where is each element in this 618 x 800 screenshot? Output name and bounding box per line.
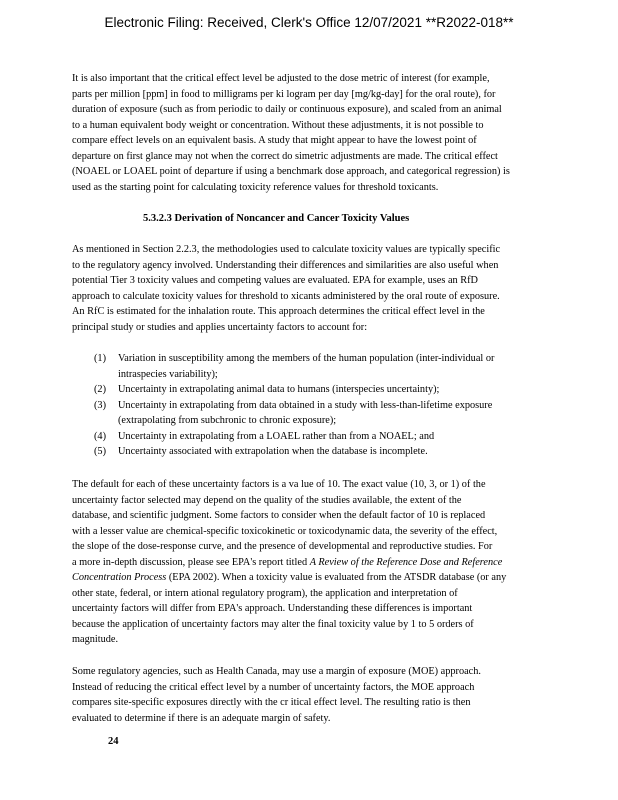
text-segment: a more in-depth discussion, please see EPA's report titled xyxy=(72,556,310,568)
list-number: (5) xyxy=(94,446,107,457)
section-heading-5-3-2-3: 5.3.2.3 Derivation of Noncancer and Cancer Toxicity Values xyxy=(143,213,410,224)
list-item xyxy=(94,444,554,460)
text-line: intraspecies variability); xyxy=(118,368,218,380)
text-line: Instead of reducing the critical effect level by a number of uncertainty factors, the MOE approach xyxy=(72,681,475,693)
list-item xyxy=(94,398,554,429)
text-line: Some regulatory agencies, such as Health Canada, may use a margin of exposure (MOE) approach. xyxy=(72,666,481,677)
text-line: Uncertainty associated with extrapolation when the database is incomplete. xyxy=(118,446,428,457)
page-number: 24 xyxy=(108,736,119,747)
uncertainty-factors-list xyxy=(94,351,554,460)
text-line: duration of exposure (such as from periodic to daily or continuous exposure), and scaled from an animal xyxy=(72,104,502,115)
list-item xyxy=(94,429,554,445)
text-line: potential Tier 3 toxicity values and competing values are evaluated. EPA for example, uses an RfD xyxy=(72,275,478,286)
text-line: evaluated to determine if there is an adequate margin of safety. xyxy=(72,712,331,724)
text-line xyxy=(72,570,548,586)
text-line: parts per million [ppm] in food to milligrams per ki logram per day [mg/kg-day] for the oral route), for xyxy=(72,88,496,100)
text-line: compares site-specific exposures directly with the cr itical effect level. The resulting ratio is then xyxy=(72,697,471,708)
text-line: to the regulatory agency involved. Understanding their differences and similarities are also useful when xyxy=(72,259,499,271)
text-line: uncertainty factors will differ from EPA's approach. Understanding these differences is important xyxy=(72,603,473,614)
text-line: (NOAEL or LOAEL point of departure if using a benchmark dose approach, and categorical regression) is xyxy=(72,166,510,177)
text-line: compare effect levels on an equivalent basis. A study that might appear to have the lowest point of xyxy=(72,135,477,146)
text-line xyxy=(72,555,548,571)
text-line: approach to calculate toxicity values for threshold to xicants administered by the oral route of exposure. xyxy=(72,290,500,302)
text-segment: (EPA 2002). When a toxicity value is evaluated from the ATSDR database (or any xyxy=(166,572,507,583)
paragraph-margin-of-exposure xyxy=(72,664,548,726)
paragraph-methodologies xyxy=(72,242,548,335)
paragraph-critical-effect-adjustment xyxy=(72,71,548,195)
list-number: (1) xyxy=(94,353,107,364)
text-line: principal study or studies and applies uncertainty factors to account for: xyxy=(72,321,368,333)
text-line: used as the starting point for calculating toxicity reference values for threshold toxicants. xyxy=(72,181,439,193)
text-line: to a human equivalent body weight or concentration. Without these adjustments, it is not possible to xyxy=(72,119,484,131)
text-line: other state, federal, or intern ational regulatory program), the application and interpretation of xyxy=(72,587,458,599)
text-line: the slope of the dose-response curve, and the presence of developmental and reproductive studies. For xyxy=(72,541,493,552)
list-number: (3) xyxy=(94,399,107,411)
text-line: with a lesser value are chemical-specific toxicokinetic or toxicodynamic data, the severity of the effect, xyxy=(72,525,498,537)
text-line: Uncertainty in extrapolating from a LOAEL rather than from a NOAEL; and xyxy=(118,430,435,442)
text-line: magnitude. xyxy=(72,634,119,645)
text-line: database, and scientific judgment. Some factors to consider when the default factor of 10 is replaced xyxy=(72,510,486,521)
text-line: uncertainty factor selected may depend on the quality of the studies available, the extent of the xyxy=(72,494,462,506)
text-line: As mentioned in Section 2.2.3, the methodologies used to calculate toxicity values are typically specific xyxy=(72,244,501,255)
text-line: Uncertainty in extrapolating animal data to humans (interspecies uncertainty); xyxy=(118,384,440,395)
report-title: A Review of the Reference Dose and Reference xyxy=(309,556,503,568)
list-number: (4) xyxy=(94,430,107,442)
list-item xyxy=(94,351,554,382)
report-title: Concentration Process xyxy=(72,572,167,583)
text-line: because the application of uncertainty factors may alter the final toxicity value by 1 to 5 orders of xyxy=(72,618,474,630)
text-line: Variation in susceptibility among the members of the human population (inter-individual or xyxy=(118,353,495,364)
paragraph-default-uncertainty-factors xyxy=(72,477,548,648)
text-line: departure on first glance may not when the correct do simetric adjustments are made. The critical effect xyxy=(72,150,498,162)
text-line: (extrapolating from subchronic to chronic exposure); xyxy=(118,415,337,426)
electronic-filing-header: Electronic Filing: Received, Clerk's Office 12/07/2021 **R2022-018** xyxy=(104,15,514,30)
text-line: An RfC is estimated for the inhalation route. This approach determines the critical effect level in the xyxy=(72,306,485,317)
list-item xyxy=(94,382,554,398)
text-line: It is also important that the critical effect level be adjusted to the dose metric of interest (for example, xyxy=(72,73,490,84)
list-number: (2) xyxy=(94,384,107,395)
text-line: Uncertainty in extrapolating from data obtained in a study with less-than-lifetime exposure xyxy=(118,399,493,411)
text-line: The default for each of these uncertainty factors is a va lue of 10. The exact value (10, 3, or 1) of the xyxy=(72,479,486,490)
